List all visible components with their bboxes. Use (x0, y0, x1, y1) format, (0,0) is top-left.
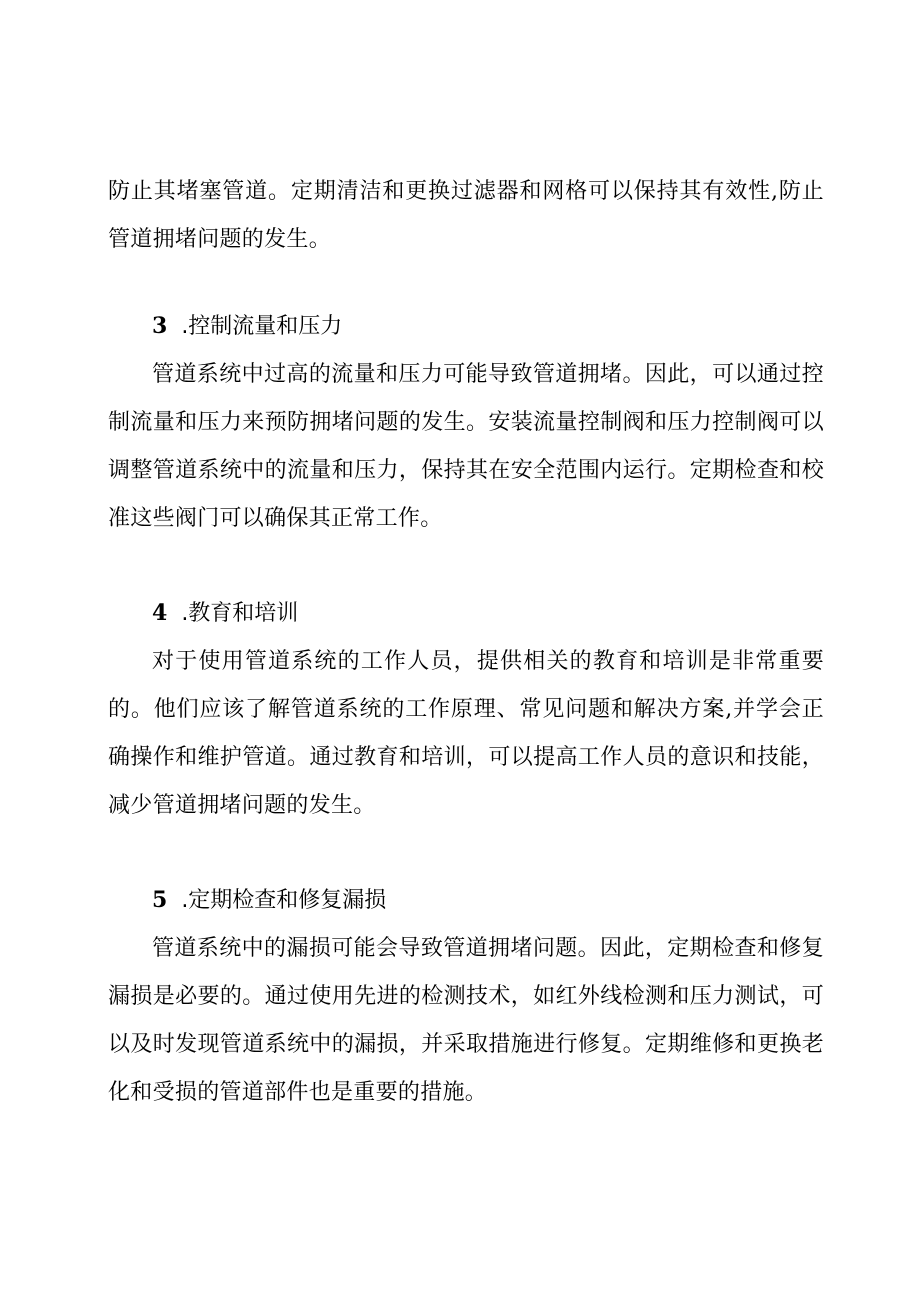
document-page (108, 168, 824, 1117)
section-heading (108, 302, 824, 351)
section-3 (108, 302, 824, 543)
spacer (108, 830, 824, 876)
section-body: 管道系统中的漏损可能会导致管道拥堵问题。因此，定期检查和修复漏损是必要的。通过使用先进的检测技术，如红外线检测和压力测试，可以及时发现管道系统中的漏损，并采取措施进行修复。定期维修和更换老化和受损的管道部件也是重要的措施。 (108, 936, 824, 1105)
section-title: .控制流量和压力 (181, 314, 343, 339)
section-heading (108, 589, 824, 638)
spacer (108, 264, 824, 302)
intro-paragraph: 防止其堵塞管道。定期清洁和更换过滤器和网格可以保持其有效性,防止管道拥堵问题的发生。 (108, 179, 824, 252)
section-number: 5 (152, 887, 168, 913)
section-title: .教育和培训 (181, 601, 299, 626)
section-body: 管道系统中过高的流量和压力可能导致管道拥堵。因此，可以通过控制流量和压力来预防拥堵问题的发生。安装流量控制阀和压力控制阀可以调整管道系统中的流量和压力，保持其在安全范围内运行。定期检查和校准这些阀门可以确保其正常工作。 (108, 362, 824, 531)
section-number: 4 (152, 600, 168, 626)
section-5 (108, 876, 824, 1117)
section-heading (108, 876, 824, 925)
section-title: .定期检查和修复漏损 (181, 888, 387, 913)
section-number: 3 (152, 313, 168, 339)
section-body: 对于使用管道系统的工作人员，提供相关的教育和培训是非常重要的。他们应该了解管道系统的工作原理、常见问题和解决方案,并学会正确操作和维护管道。通过教育和培训，可以提高工作人员的意识和技能，减少管道拥堵问题的发生。 (108, 649, 824, 818)
spacer (108, 543, 824, 589)
section-4 (108, 589, 824, 830)
